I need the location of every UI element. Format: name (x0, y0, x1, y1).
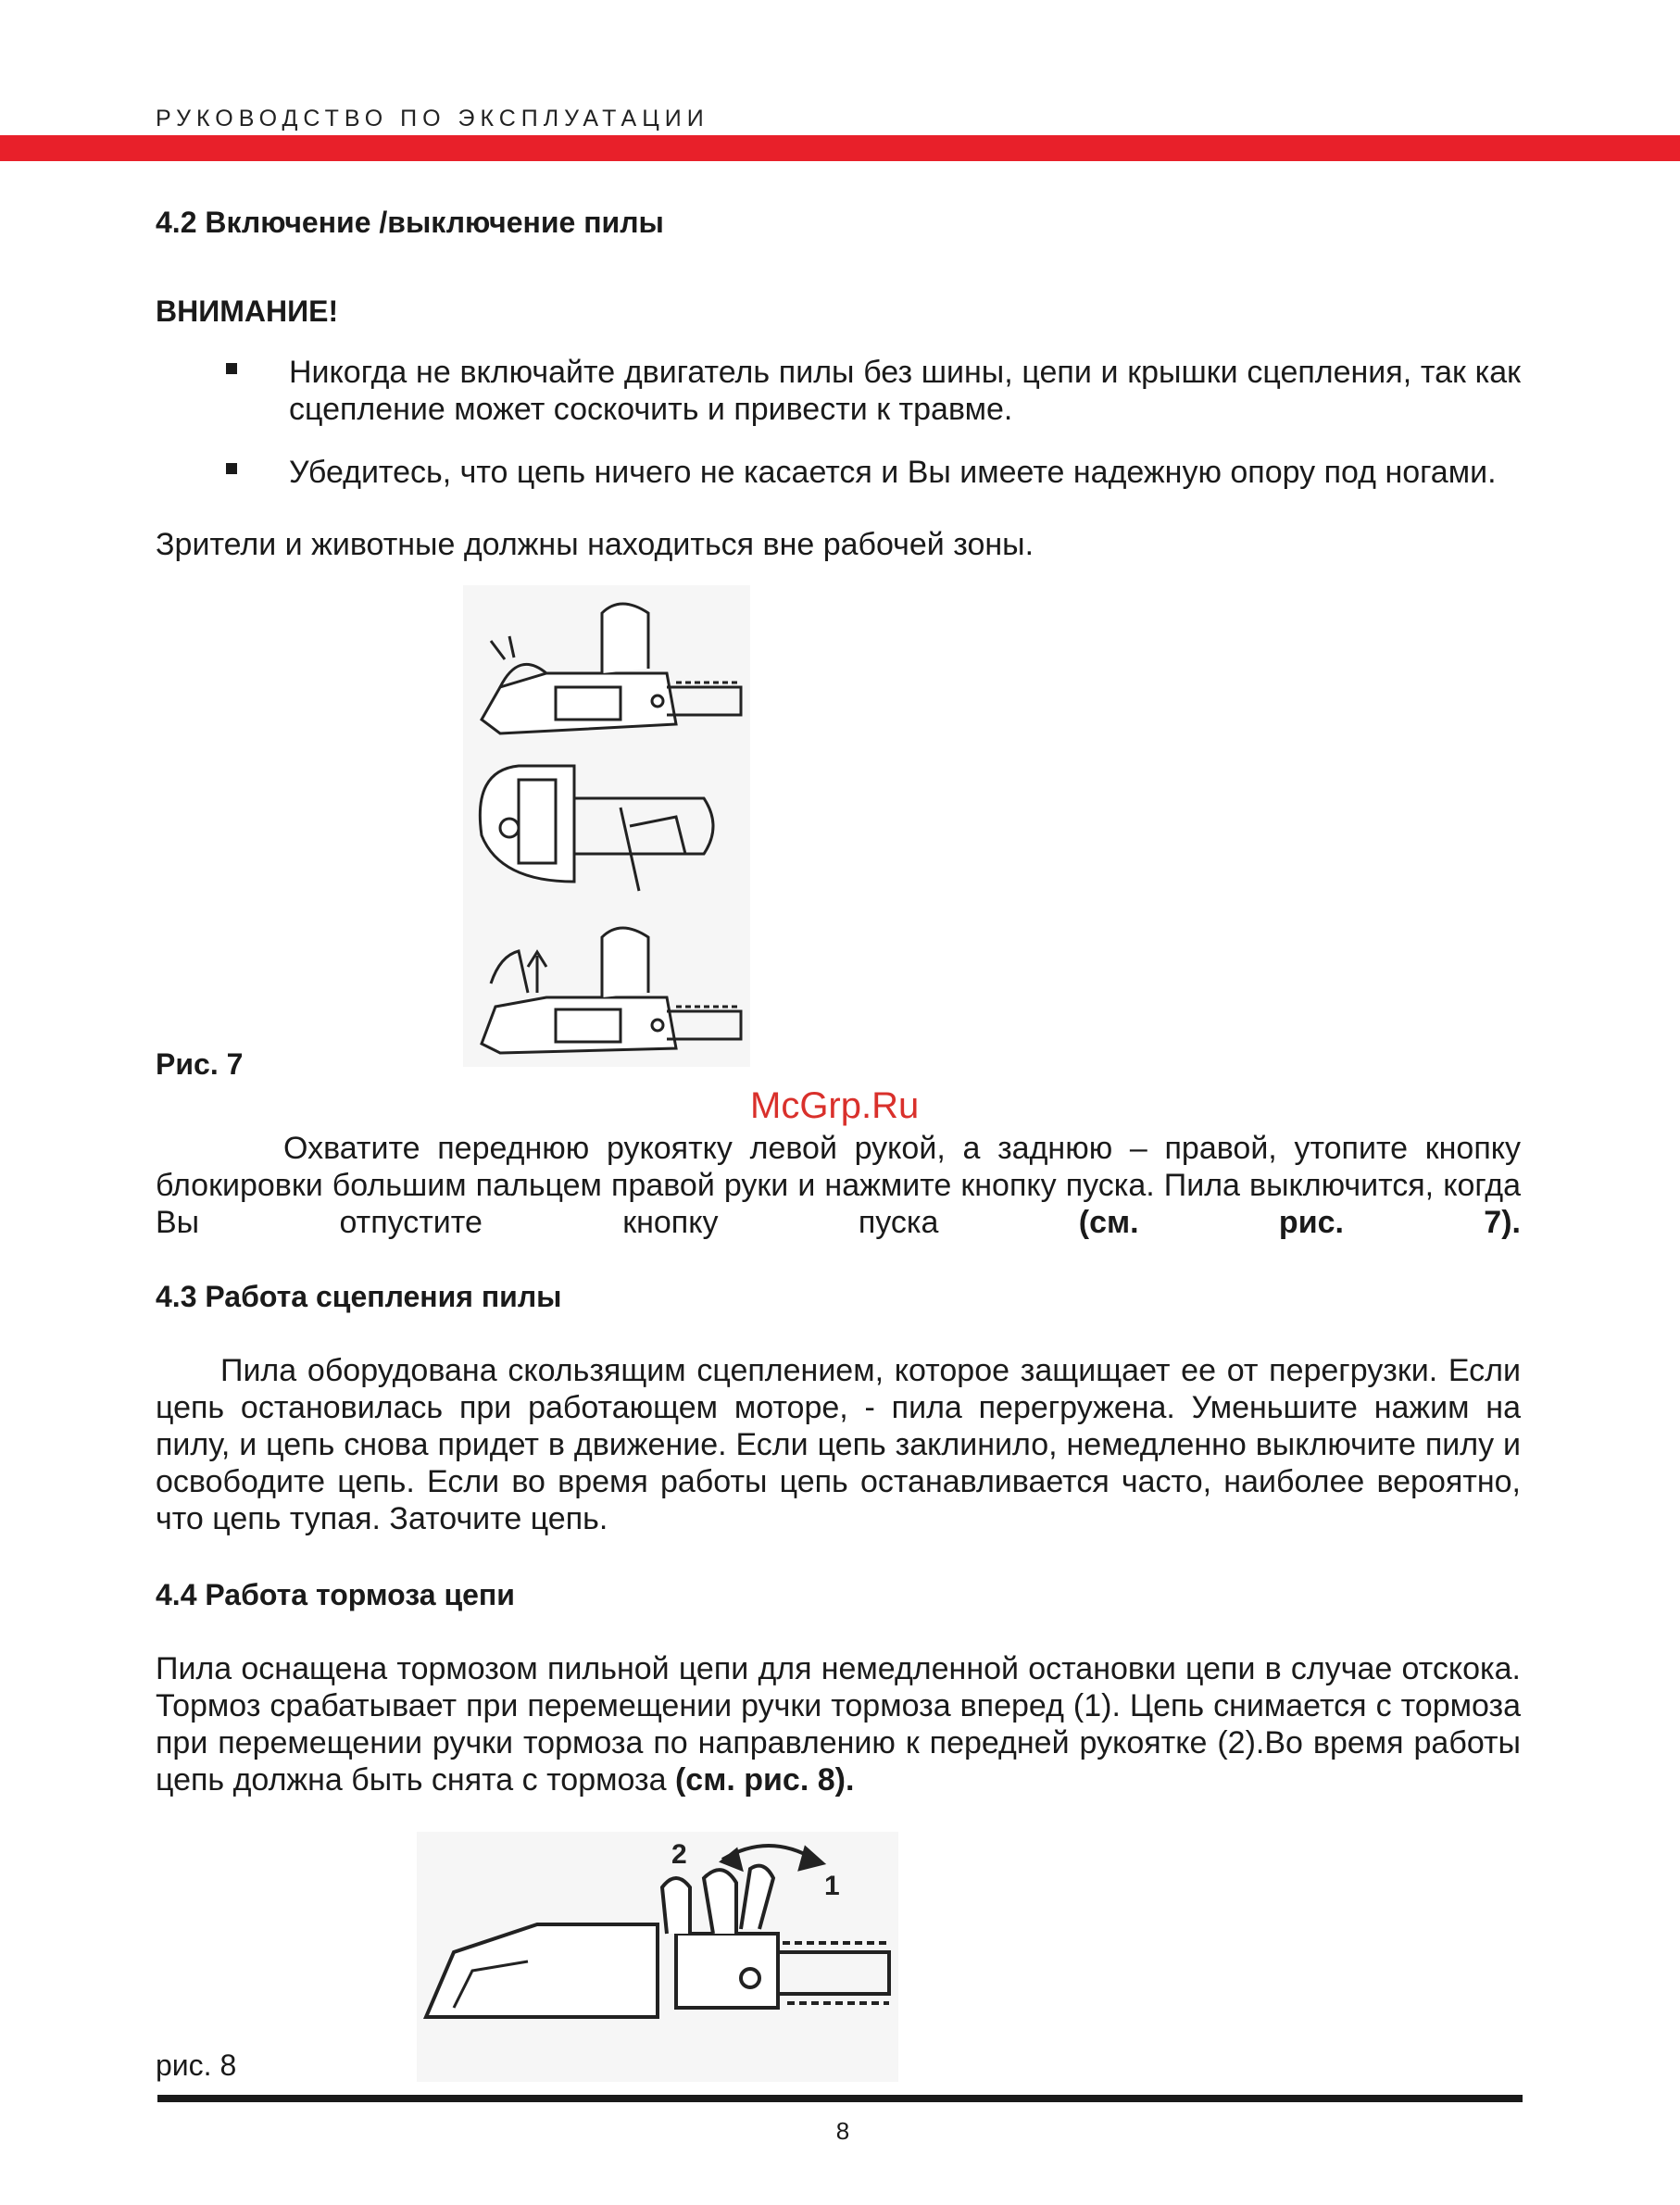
section-4-4-paragraph-text: Пила оснащена тормозом пильной цепи для немедленной остановки цепи в случае отскока. Тормоз срабатывает при перемещении ручки тормоза вперед (1). Цепь снимается с тормоза при перемещении ручки тормоза по направлению к передней рукоятке (2).Во время работы цепь должна быть снята с тормоза (156, 1651, 1521, 1798)
header-red-bar (0, 135, 1680, 161)
section-4-3-paragraph: Пила оборудована скользящим сцеплением, которое защищает ее от перегрузки. Если цепь остановилась при работающем моторе, - пила перегружена. Уменьшите нажим на пилу, и цепь снова придет в движение. Если цепь заклинило, немедленно выключите пилу и освободите цепь. Если во время работы цепь останавливается часто, наиболее вероятно, что цепь тупая. Заточите цепь. (156, 1353, 1521, 1536)
section-4-4-heading: 4.4 Работа тормоза цепи (156, 1578, 515, 1611)
bullet-marker (226, 363, 237, 374)
warning-bullet-1: Никогда не включайте двигатель пилы без шины, цепи и крышки сцепления, так как сцепление может соскочить и привести к травме. (289, 355, 1521, 427)
bullet-marker (226, 463, 237, 474)
section-4-3-heading: 4.3 Работа сцепления пилы (156, 1280, 562, 1313)
figure-8-label-2: 2 (671, 1839, 687, 1870)
spectators-note: Зрители и животные должны находиться вне рабочей зоны. (156, 527, 1034, 562)
watermark: McGrp.Ru (750, 1085, 920, 1126)
figure-7-illustration (463, 585, 750, 1067)
figure-8-reference: (см. рис. 8). (674, 1762, 855, 1798)
footer-divider (157, 2095, 1523, 2102)
warning-label: ВНИМАНИЕ! (156, 294, 339, 328)
figure-7-reference: (см. рис. 7). (1078, 1205, 1521, 1240)
section-4-2-paragraph-text: Охватите переднюю рукоятку левой рукой, а заднюю – правой, утопите кнопку блокировки большим пальцем правой руки и нажмите кнопку пуска. Пила выключится, когда Вы отпустите кнопку пуска (156, 1131, 1521, 1240)
figure-7-caption: Рис. 7 (156, 1047, 244, 1081)
section-4-2-paragraph (156, 1130, 1521, 1241)
warning-bullet-2: Убедитесь, что цепь ничего не касается и Вы имеете надежную опору под ногами. (289, 455, 1497, 490)
document-header-title: РУКОВОДСТВО ПО ЭКСПЛУАТАЦИИ (156, 106, 709, 132)
page-number: 8 (835, 2117, 850, 2145)
figure-8-caption: рис. 8 (156, 2048, 237, 2082)
figure-8-label-1: 1 (824, 1871, 840, 1901)
section-4-4-paragraph (156, 1650, 1521, 1798)
section-4-2-heading: 4.2 Включение /выключение пилы (156, 206, 664, 239)
figure-8-illustration (417, 1832, 898, 2082)
